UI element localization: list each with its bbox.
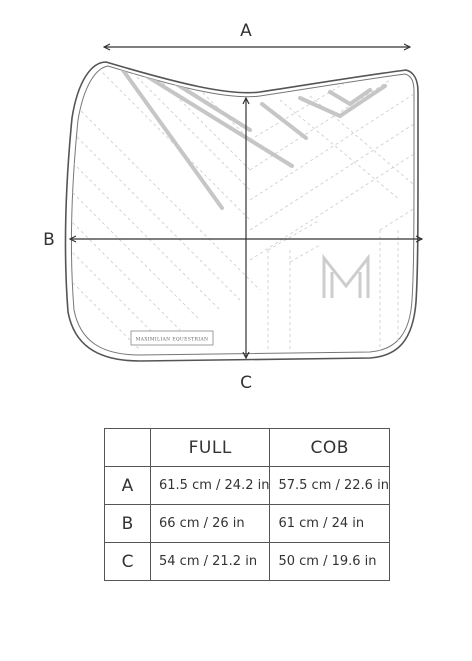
pad-outline-inner (71, 66, 414, 355)
cell-full-a: 61.5 cm / 24.2 in (151, 467, 270, 505)
table-row (105, 543, 390, 581)
svg-text:MAXIMILIAN EQUESTRIAN: MAXIMILIAN EQUESTRIAN (135, 337, 209, 343)
table-header-row (105, 429, 390, 467)
cell-full-b: 66 cm / 26 in (151, 505, 270, 543)
table-header-full: FULL (151, 429, 270, 467)
dimension-c-label: C (240, 373, 252, 393)
cell-cob-a: 57.5 cm / 22.6 in (270, 467, 389, 505)
row-label-c: C (105, 543, 151, 581)
cell-cob-b: 61 cm / 24 in (270, 505, 389, 543)
dimension-b-label: B (43, 230, 55, 250)
table-header-cob: COB (270, 429, 389, 467)
row-label-a: A (105, 467, 151, 505)
row-label-b: B (105, 505, 151, 543)
brand-logo-icon (324, 258, 368, 298)
quilt-pattern (60, 60, 420, 360)
size-table (104, 428, 390, 581)
dimension-a-label: A (240, 21, 252, 41)
table-row (105, 467, 390, 505)
table-row (105, 505, 390, 543)
table-header-blank (105, 429, 151, 467)
pad-outline-outer (65, 62, 418, 361)
brand-tag (131, 331, 213, 345)
cell-cob-c: 50 cm / 19.6 in (270, 543, 389, 581)
cell-full-c: 54 cm / 21.2 in (151, 543, 270, 581)
